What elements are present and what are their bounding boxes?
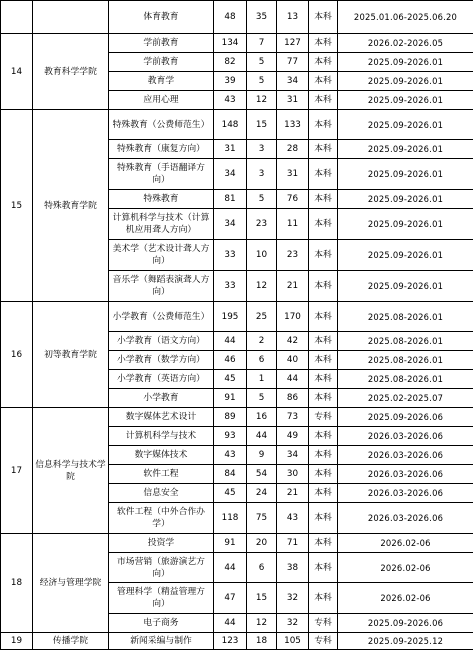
count-a: 20 (247, 534, 277, 553)
major-name: 应用心理 (109, 91, 214, 110)
count-a: 24 (247, 484, 277, 503)
total-count: 44 (214, 332, 247, 351)
period: 2025.09-2026.01 (338, 271, 473, 302)
major-name: 软件工程（中外合作办学） (109, 503, 214, 534)
major-name: 小学教育（语文方向） (109, 332, 214, 351)
level: 本科 (309, 503, 338, 534)
count-b: 28 (277, 140, 309, 159)
period: 2026.03-2026.06 (338, 503, 473, 534)
college-name: 教育科学学院 (33, 34, 109, 110)
level: 本科 (309, 34, 338, 53)
level: 本科 (309, 332, 338, 351)
total-count: 123 (214, 633, 247, 650)
period: 2026.03-2026.06 (338, 427, 473, 446)
count-b: 34 (277, 446, 309, 465)
count-b: 71 (277, 534, 309, 553)
count-b: 76 (277, 190, 309, 209)
table-row (1, 408, 473, 427)
count-a: 75 (247, 503, 277, 534)
level: 本科 (309, 484, 338, 503)
total-count: 93 (214, 427, 247, 446)
count-a: 35 (247, 1, 277, 34)
level: 本科 (309, 370, 338, 389)
total-count: 43 (214, 91, 247, 110)
total-count: 195 (214, 302, 247, 332)
college-name: 信息科学与技术学院 (33, 408, 109, 534)
count-a: 6 (247, 553, 277, 583)
level: 本科 (309, 427, 338, 446)
count-b: 13 (277, 1, 309, 34)
level: 专科 (309, 408, 338, 427)
count-b: 105 (277, 633, 309, 650)
count-a: 7 (247, 34, 277, 53)
level: 本科 (309, 351, 338, 370)
level: 本科 (309, 446, 338, 465)
count-b: 170 (277, 302, 309, 332)
level: 本科 (309, 159, 338, 190)
count-a: 25 (247, 302, 277, 332)
count-b: 31 (277, 91, 309, 110)
period: 2026.02-06 (338, 553, 473, 583)
period: 2025.09-2026.01 (338, 159, 473, 190)
count-b: 21 (277, 271, 309, 302)
level: 本科 (309, 302, 338, 332)
major-name: 管理科学（精益管理方向） (109, 583, 214, 614)
count-a: 6 (247, 351, 277, 370)
level: 本科 (309, 1, 338, 34)
period: 2025.09-2026.01 (338, 91, 473, 110)
period: 2025.09-2025.12 (338, 633, 473, 650)
period: 2025.09-2026.01 (338, 53, 473, 72)
level: 本科 (309, 53, 338, 72)
count-a: 12 (247, 271, 277, 302)
level: 本科 (309, 140, 338, 159)
count-b: 42 (277, 332, 309, 351)
total-count: 91 (214, 389, 247, 408)
major-name: 信息安全 (109, 484, 214, 503)
major-name: 音乐学（舞蹈表演聋人方向） (109, 271, 214, 302)
college-name: 初等教育学院 (33, 302, 109, 408)
row-number: 18 (1, 534, 33, 633)
major-name: 数字媒体技术 (109, 446, 214, 465)
count-a: 5 (247, 53, 277, 72)
count-a: 18 (247, 633, 277, 650)
major-name: 特殊教育 (109, 190, 214, 209)
row-number: 19 (1, 633, 33, 650)
table-row (1, 534, 473, 553)
table-row (1, 302, 473, 332)
count-a: 9 (247, 446, 277, 465)
major-name: 小学教育 (109, 389, 214, 408)
count-a: 44 (247, 427, 277, 446)
total-count: 148 (214, 110, 247, 140)
college-name: 传播学院 (33, 633, 109, 650)
period: 2025.09-2026.01 (338, 72, 473, 91)
level: 本科 (309, 271, 338, 302)
total-count: 118 (214, 503, 247, 534)
period: 2025.09-2026.06 (338, 408, 473, 427)
total-count: 82 (214, 53, 247, 72)
major-name: 体育教育 (109, 1, 214, 34)
major-name: 特殊教育（手语翻译方向） (109, 159, 214, 190)
college-name: 特殊教育学院 (33, 110, 109, 302)
major-name: 特殊教育（公费师范生） (109, 110, 214, 140)
count-b: 32 (277, 583, 309, 614)
college-name: 经济与管理学院 (33, 534, 109, 633)
period: 2025.08-2026.01 (338, 351, 473, 370)
total-count: 31 (214, 140, 247, 159)
count-b: 73 (277, 408, 309, 427)
count-a: 10 (247, 240, 277, 271)
major-name: 学前教育 (109, 34, 214, 53)
total-count: 47 (214, 583, 247, 614)
count-b: 21 (277, 484, 309, 503)
total-count: 46 (214, 351, 247, 370)
level: 本科 (309, 583, 338, 614)
level: 本科 (309, 72, 338, 91)
count-b: 133 (277, 110, 309, 140)
period: 2025.08-2026.01 (338, 302, 473, 332)
period: 2026.02-06 (338, 534, 473, 553)
total-count: 91 (214, 534, 247, 553)
major-name: 小学教育（英语方向） (109, 370, 214, 389)
total-count: 48 (214, 1, 247, 34)
major-name: 市场营销（旅游演艺方向） (109, 553, 214, 583)
count-a: 5 (247, 72, 277, 91)
level: 本科 (309, 553, 338, 583)
major-name: 新闻采编与制作 (109, 633, 214, 650)
total-count: 134 (214, 34, 247, 53)
count-a: 15 (247, 110, 277, 140)
table-row (1, 1, 473, 34)
total-count: 34 (214, 209, 247, 240)
count-b: 38 (277, 553, 309, 583)
period: 2025.09-2026.06 (338, 614, 473, 633)
period: 2025.09-2026.01 (338, 190, 473, 209)
row-number: 16 (1, 302, 33, 408)
count-a: 16 (247, 408, 277, 427)
table-row (1, 110, 473, 140)
count-b: 86 (277, 389, 309, 408)
level: 本科 (309, 534, 338, 553)
period: 2025.09-2026.01 (338, 140, 473, 159)
count-b: 11 (277, 209, 309, 240)
total-count: 33 (214, 240, 247, 271)
college-name (33, 1, 109, 34)
count-a: 2 (247, 332, 277, 351)
count-b: 49 (277, 427, 309, 446)
count-b: 44 (277, 370, 309, 389)
period: 2025.08-2026.01 (338, 332, 473, 351)
period: 2025.09-2026.01 (338, 110, 473, 140)
level: 本科 (309, 190, 338, 209)
major-name: 学前教育 (109, 53, 214, 72)
row-number (1, 1, 33, 34)
count-b: 30 (277, 465, 309, 484)
level: 本科 (309, 465, 338, 484)
row-number: 14 (1, 34, 33, 110)
table-row (1, 633, 473, 650)
total-count: 39 (214, 72, 247, 91)
level: 专科 (309, 633, 338, 650)
period: 2026.03-2026.06 (338, 484, 473, 503)
count-a: 54 (247, 465, 277, 484)
total-count: 84 (214, 465, 247, 484)
count-a: 5 (247, 190, 277, 209)
count-b: 34 (277, 72, 309, 91)
row-number: 17 (1, 408, 33, 534)
period: 2026.03-2026.06 (338, 446, 473, 465)
count-b: 40 (277, 351, 309, 370)
count-a: 15 (247, 583, 277, 614)
total-count: 43 (214, 446, 247, 465)
major-name: 小学教育（公费师范生） (109, 302, 214, 332)
count-b: 43 (277, 503, 309, 534)
count-a: 3 (247, 140, 277, 159)
period: 2026.02-2026.05 (338, 34, 473, 53)
count-b: 32 (277, 614, 309, 633)
period: 2026.03-2026.06 (338, 465, 473, 484)
total-count: 34 (214, 159, 247, 190)
count-b: 127 (277, 34, 309, 53)
total-count: 89 (214, 408, 247, 427)
row-number: 15 (1, 110, 33, 302)
total-count: 81 (214, 190, 247, 209)
total-count: 45 (214, 370, 247, 389)
level: 本科 (309, 240, 338, 271)
major-name: 美术学（艺术设计聋人方向） (109, 240, 214, 271)
total-count: 45 (214, 484, 247, 503)
period: 2025.02-2025.07 (338, 389, 473, 408)
count-b: 77 (277, 53, 309, 72)
major-name: 投资学 (109, 534, 214, 553)
total-count: 44 (214, 553, 247, 583)
major-name: 教育学 (109, 72, 214, 91)
period: 2026.02-06 (338, 583, 473, 614)
total-count: 33 (214, 271, 247, 302)
major-name: 数字媒体艺术设计 (109, 408, 214, 427)
period: 2025.09-2026.01 (338, 240, 473, 271)
level: 本科 (309, 110, 338, 140)
period: 2025.08-2026.01 (338, 370, 473, 389)
total-count: 44 (214, 614, 247, 633)
count-b: 23 (277, 240, 309, 271)
count-a: 5 (247, 389, 277, 408)
count-a: 1 (247, 370, 277, 389)
major-name: 计算机科学与技术（计算机应用聋人方向） (109, 209, 214, 240)
count-a: 12 (247, 614, 277, 633)
major-name: 特殊教育（康复方向） (109, 140, 214, 159)
count-b: 31 (277, 159, 309, 190)
level: 本科 (309, 389, 338, 408)
major-name: 小学教育（数学方向） (109, 351, 214, 370)
major-name: 软件工程 (109, 465, 214, 484)
major-name: 电子商务 (109, 614, 214, 633)
count-a: 12 (247, 91, 277, 110)
period: 2025.01.06-2025.06.20 (338, 1, 473, 34)
period: 2025.09-2026.01 (338, 209, 473, 240)
level: 本科 (309, 91, 338, 110)
count-a: 23 (247, 209, 277, 240)
table-row (1, 34, 473, 53)
level: 专科 (309, 614, 338, 633)
count-a: 3 (247, 159, 277, 190)
level: 本科 (309, 209, 338, 240)
major-name: 计算机科学与技术 (109, 427, 214, 446)
